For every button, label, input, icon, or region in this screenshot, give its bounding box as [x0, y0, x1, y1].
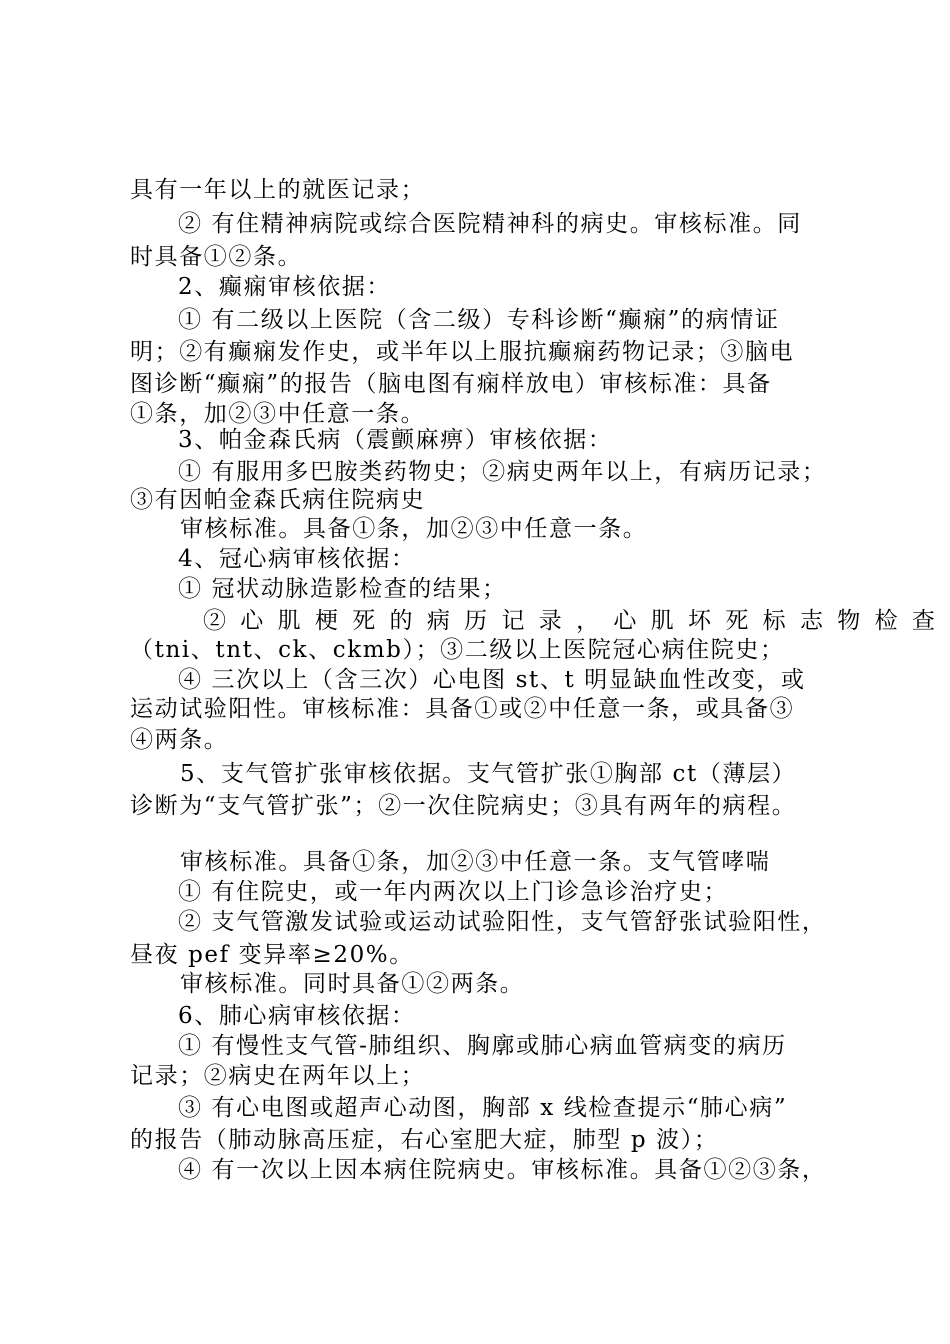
text-line: 诊断为“支气管扩张”；②一次住院病史；③具有两年的病程。: [130, 793, 797, 819]
text-line: ④两条。: [130, 727, 229, 753]
text-line: ② 心 肌 梗 死 的 病 历 记 录 ， 心 肌 坏 死 标 志 物 检 查: [203, 608, 939, 634]
text-line: ① 有慢性支气管-肺组织、胸廓或肺心病血管病变的病历: [178, 1033, 787, 1059]
text-line: ③ 有心电图或超声心动图，胸部 x 线检查提示“肺心病”: [178, 1095, 788, 1121]
text-line: 3、帕金森氏病（震颤麻痹）审核依据：: [178, 427, 613, 453]
text-line: 时具备①②条。: [130, 244, 303, 270]
text-line: ② 有住精神病院或综合医院精神科的病史。审核标准。同: [178, 211, 802, 237]
text-line: ① 有住院史，或一年内两次以上门诊急诊治疗史；: [178, 879, 729, 905]
text-line: 明；②有癫痫发作史，或半年以上服抗癫痫药物记录；③脑电: [130, 339, 795, 365]
text-line: 6、肺心病审核依据：: [178, 1003, 416, 1029]
text-line: 记录；②病史在两年以上；: [130, 1063, 426, 1089]
text-line: 运动试验阳性。审核标准：具备①或②中任意一条，或具备③: [130, 696, 795, 722]
text-line: （tni、tnt、ck、ckmb）；③二级以上医院冠心病住院史；: [130, 637, 785, 663]
text-line: 具有一年以上的就医记录；: [130, 177, 426, 203]
text-line: ③有因帕金森氏病住院病史: [130, 487, 426, 513]
text-line: 审核标准。具备①条，加②③中任意一条。支气管哮喘: [180, 849, 771, 875]
text-line: ② 支气管激发试验或运动试验阳性，支气管舒张试验阳性，: [178, 909, 827, 935]
text-line: 审核标准。同时具备①②两条。: [180, 971, 525, 997]
text-line: 图诊断“癫痫”的报告（脑电图有痫样放电）审核标准：具备: [130, 371, 772, 397]
text-line: 4、冠心病审核依据：: [178, 546, 416, 572]
text-line: 5、支气管扩张审核依据。支气管扩张①胸部 ct（薄层）: [180, 761, 797, 787]
text-line: ④ 有一次以上因本病住院病史。审核标准。具备①②③条，: [178, 1157, 827, 1183]
text-line: ① 有二级以上医院（含二级）专科诊断“癫痫”的病情证: [178, 307, 780, 333]
text-line: 的报告（肺动脉高压症，右心室肥大症，肺型 p 波）；: [130, 1127, 719, 1153]
text-line: 审核标准。具备①条，加②③中任意一条。: [180, 516, 648, 542]
text-line: 昼夜 pef 变异率≥20%。: [130, 942, 414, 968]
text-line: ① 有服用多巴胺类药物史；②病史两年以上，有病历记录；: [178, 459, 827, 485]
text-line: 2、癫痫审核依据：: [178, 274, 392, 300]
text-line: ①条，加②③中任意一条。: [130, 401, 426, 427]
text-line: ④ 三次以上（含三次）心电图 st、t 明显缺血性改变，或: [178, 667, 806, 693]
text-line: ① 冠状动脉造影检查的结果；: [178, 576, 507, 602]
